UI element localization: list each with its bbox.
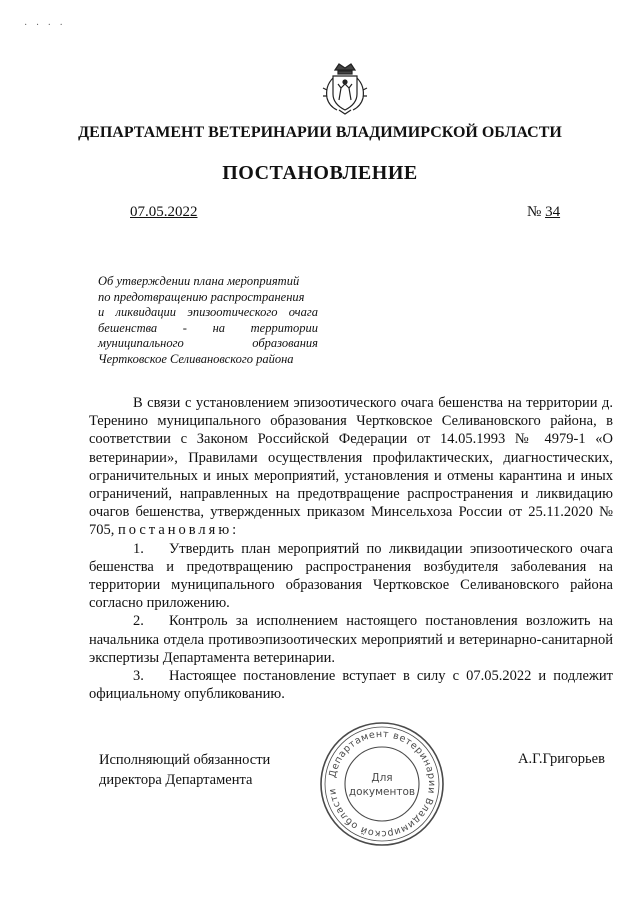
subject-line: и ликвидации эпизоотического очага xyxy=(98,305,318,320)
stamp-center-line: Для xyxy=(371,772,393,784)
number-label: № xyxy=(527,204,542,220)
preamble-paragraph xyxy=(89,394,613,540)
item-number: 3. xyxy=(133,668,144,685)
list-item xyxy=(89,667,613,703)
signer-position xyxy=(99,751,270,790)
document-number xyxy=(527,204,560,221)
item-text: Настоящее постановление вступает в силу с 07.05.2022 и подлежит официальному опубликованию. xyxy=(89,668,613,703)
document-body xyxy=(89,394,613,703)
item-number: 2. xyxy=(133,613,144,630)
item-text: Контроль за исполнением настоящего постановления возложить на начальника отдела противоэпизоотических мероприятий и ветеринарно-санитарной экспертизы Департамента ветеринарии. xyxy=(89,613,613,666)
corner-scan-marks: · · · · xyxy=(24,20,66,31)
stamp-ring-text: Департамент ветеринарии Владимирской области xyxy=(327,728,438,840)
document-date: 07.05.2022 xyxy=(130,204,198,220)
document-subject xyxy=(98,274,318,368)
subject-line: бешенства - на территории xyxy=(98,320,318,335)
item-number: 1. xyxy=(133,540,144,557)
decree-word: постановляю: xyxy=(118,522,240,539)
subject-line: Чертковское Селивановского района xyxy=(98,351,294,366)
signer-position-line: директора Департамента xyxy=(99,771,253,788)
list-item xyxy=(89,540,613,613)
preamble-text: В связи с установлением эпизоотического очага бешенства на территории д. Теренино муниципального образования Чертковское Селивановского района, в соответствии с Законом Российской Федерации от 14.05.1993 № 4979-1 «О ветеринарии», Правилами осуществления профилактических, диагностических, ограничительных и иных мероприятий, установления и отмены карантина и иных ограничений, направленных на предотвращение распространения и ликвидацию очагов бешенства, утвержденных приказом Минсельхоза России от 25.11.2020 № 705, xyxy=(89,395,613,539)
subject-line: муниципального образования xyxy=(98,336,318,351)
signer-name: А.Г.Григорьев xyxy=(518,751,605,767)
item-text: Утвердить план мероприятий по ликвидации эпизоотического очага бешенства и предотвращению распространения возбудителя заболевания на территории муниципального образования Чертковское Селивановского района согласно приложению. xyxy=(89,540,613,612)
stamp-center-line: документов xyxy=(348,786,416,798)
document-type-title: ПОСТАНОВЛЕНИЕ xyxy=(222,162,418,184)
number-value: 34 xyxy=(545,204,561,220)
department-name: ДЕПАРТАМЕНТ ВЕТЕРИНАРИИ ВЛАДИМИРСКОЙ ОБЛАСТИ xyxy=(78,124,562,141)
coat-of-arms-icon xyxy=(321,60,369,116)
subject-line: Об утверждении плана мероприятий xyxy=(98,274,300,288)
official-stamp xyxy=(318,720,446,848)
list-item xyxy=(89,612,613,667)
signer-position-line: Исполняющий обязанности xyxy=(99,752,271,768)
subject-line: по предотвращению распространения xyxy=(98,289,305,304)
